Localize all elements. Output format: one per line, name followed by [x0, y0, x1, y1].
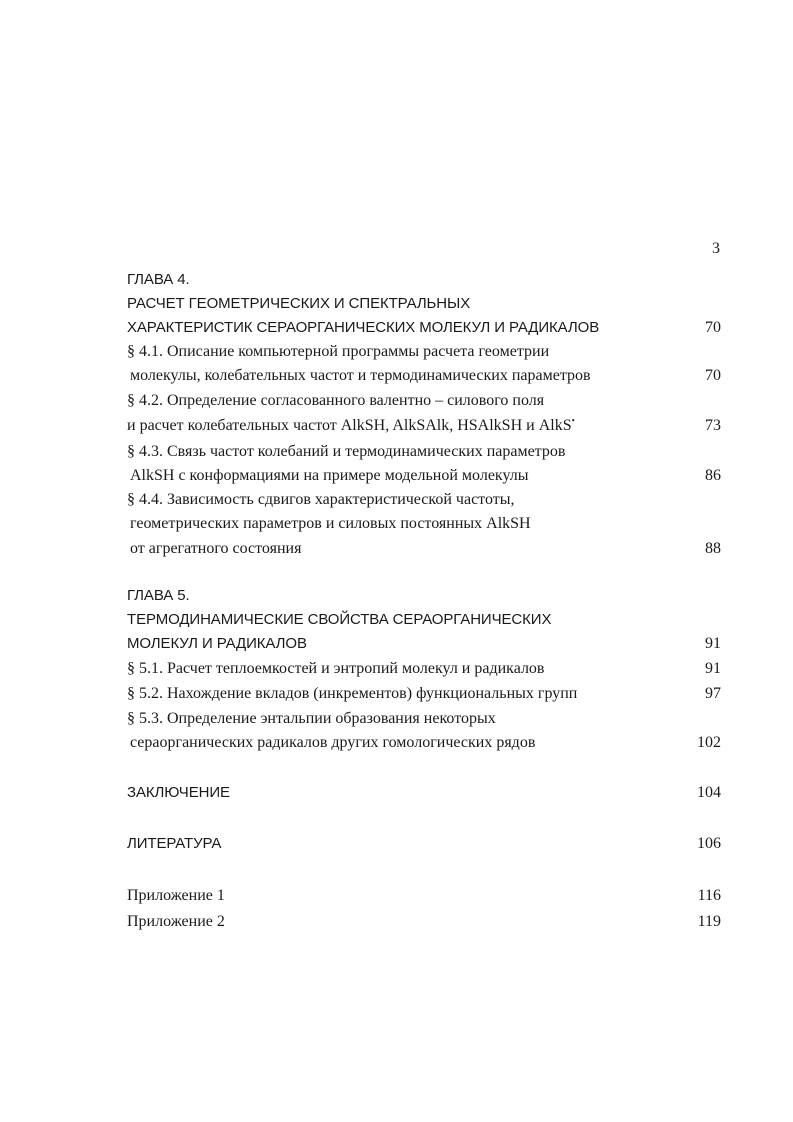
chapter-5-title-row-2: [0, 632, 793, 656]
chapter-5-page: 91: [705, 635, 721, 652]
section-4-2-line-1: § 4.2. Определение согласованного валентно – силового поля: [127, 392, 545, 409]
appendix-2-label: Приложение 2: [127, 913, 225, 930]
appendix-2-row: [0, 910, 793, 934]
section-5-3-row-2: [0, 731, 793, 755]
radical-dot: •: [571, 415, 575, 426]
section-5-3-line-1: § 5.3. Определение энтальпии образования некоторых: [127, 710, 496, 727]
section-5-3-row-1: [0, 707, 793, 731]
chapter-4-title-row-1: [0, 292, 793, 316]
section-5-2-row: [0, 682, 793, 706]
section-4-2-page: 73: [705, 417, 721, 434]
appendix-1-row: [0, 884, 793, 908]
section-5-1-row: [0, 657, 793, 681]
chapter-4-title-row-2: [0, 316, 793, 340]
section-4-1-row-1: [0, 340, 793, 364]
section-4-4-line-2: геометрических параметров и силовых постоянных AlkSH: [130, 515, 531, 532]
section-4-2-line-2-wrap: [127, 414, 575, 438]
chapter-4-page: 70: [705, 319, 721, 336]
appendix-1-page: 116: [697, 887, 721, 904]
section-4-2-row-1: [0, 389, 793, 413]
section-4-4-row-1: [0, 488, 793, 512]
page-number: 3: [712, 240, 720, 257]
section-4-3-page: 86: [705, 467, 721, 484]
section-4-1-line-2: молекулы, колебательных частот и термодинамических параметров: [130, 367, 591, 384]
section-4-3-line-1: § 4.3. Связь частот колебаний и термодинамических параметров: [127, 443, 566, 460]
chapter-4-title-line-2: ХАРАКТЕРИСТИК СЕРАОРГАНИЧЕСКИХ МОЛЕКУЛ И РАДИКАЛОВ: [127, 319, 600, 336]
chapter-5-label-row: [0, 584, 793, 608]
conclusion-label: ЗАКЛЮЧЕНИЕ: [127, 784, 230, 801]
literature-label: ЛИТЕРАТУРА: [127, 835, 222, 852]
section-4-1-page: 70: [705, 367, 721, 384]
chapter-4-title-line-1: РАСЧЕТ ГЕОМЕТРИЧЕСКИХ И СПЕКТРАЛЬНЫХ: [127, 295, 471, 312]
chapter-5-title-line-1: ТЕРМОДИНАМИЧЕСКИЕ СВОЙСТВА СЕРАОРГАНИЧЕСКИХ: [127, 611, 552, 628]
chapter-4-label-row: [0, 268, 793, 292]
section-5-2-page: 97: [705, 685, 721, 702]
section-4-2-row-2: [0, 414, 793, 438]
section-4-1-row-2: [0, 364, 793, 388]
section-4-4-row-3: [0, 537, 793, 561]
conclusion-page: 104: [697, 784, 721, 801]
conclusion-row: [0, 781, 793, 805]
section-4-3-row-2: [0, 464, 793, 488]
chapter-5-title-line-2: МОЛЕКУЛ И РАДИКАЛОВ: [127, 635, 307, 652]
section-4-3-row-1: [0, 440, 793, 464]
section-5-1-line: § 5.1. Расчет теплоемкостей и энтропий молекул и радикалов: [127, 660, 545, 677]
chapter-5-label: ГЛАВА 5.: [127, 587, 190, 604]
literature-page: 106: [697, 835, 721, 852]
section-4-1-line-1: § 4.1. Описание компьютерной программы расчета геометрии: [127, 343, 550, 360]
section-4-4-row-2: [0, 512, 793, 536]
chapter-5-title-row-1: [0, 608, 793, 632]
appendix-2-page: 119: [697, 913, 721, 930]
section-4-4-line-1: § 4.4. Зависимость сдвигов характеристической частоты,: [127, 491, 515, 508]
section-4-2-line-2: и расчет колебательных частот AlkSH, AlkSAlk, HSAlkSH и AlkS: [127, 417, 572, 434]
chapter-4-label: ГЛАВА 4.: [127, 271, 190, 288]
section-5-1-page: 91: [705, 660, 721, 677]
section-5-3-page: 102: [697, 734, 721, 751]
appendix-1-label: Приложение 1: [127, 887, 225, 904]
section-5-2-line: § 5.2. Нахождение вкладов (инкрементов) функциональных групп: [127, 685, 578, 702]
section-4-4-page: 88: [705, 540, 721, 557]
section-4-3-line-2: AlkSH с конформациями на примере модельной молекулы: [130, 467, 529, 484]
literature-row: [0, 832, 793, 856]
section-5-3-line-2: сераорганических радикалов других гомологических рядов: [130, 734, 536, 751]
section-4-4-line-3: от агрегатного состояния: [130, 540, 302, 557]
